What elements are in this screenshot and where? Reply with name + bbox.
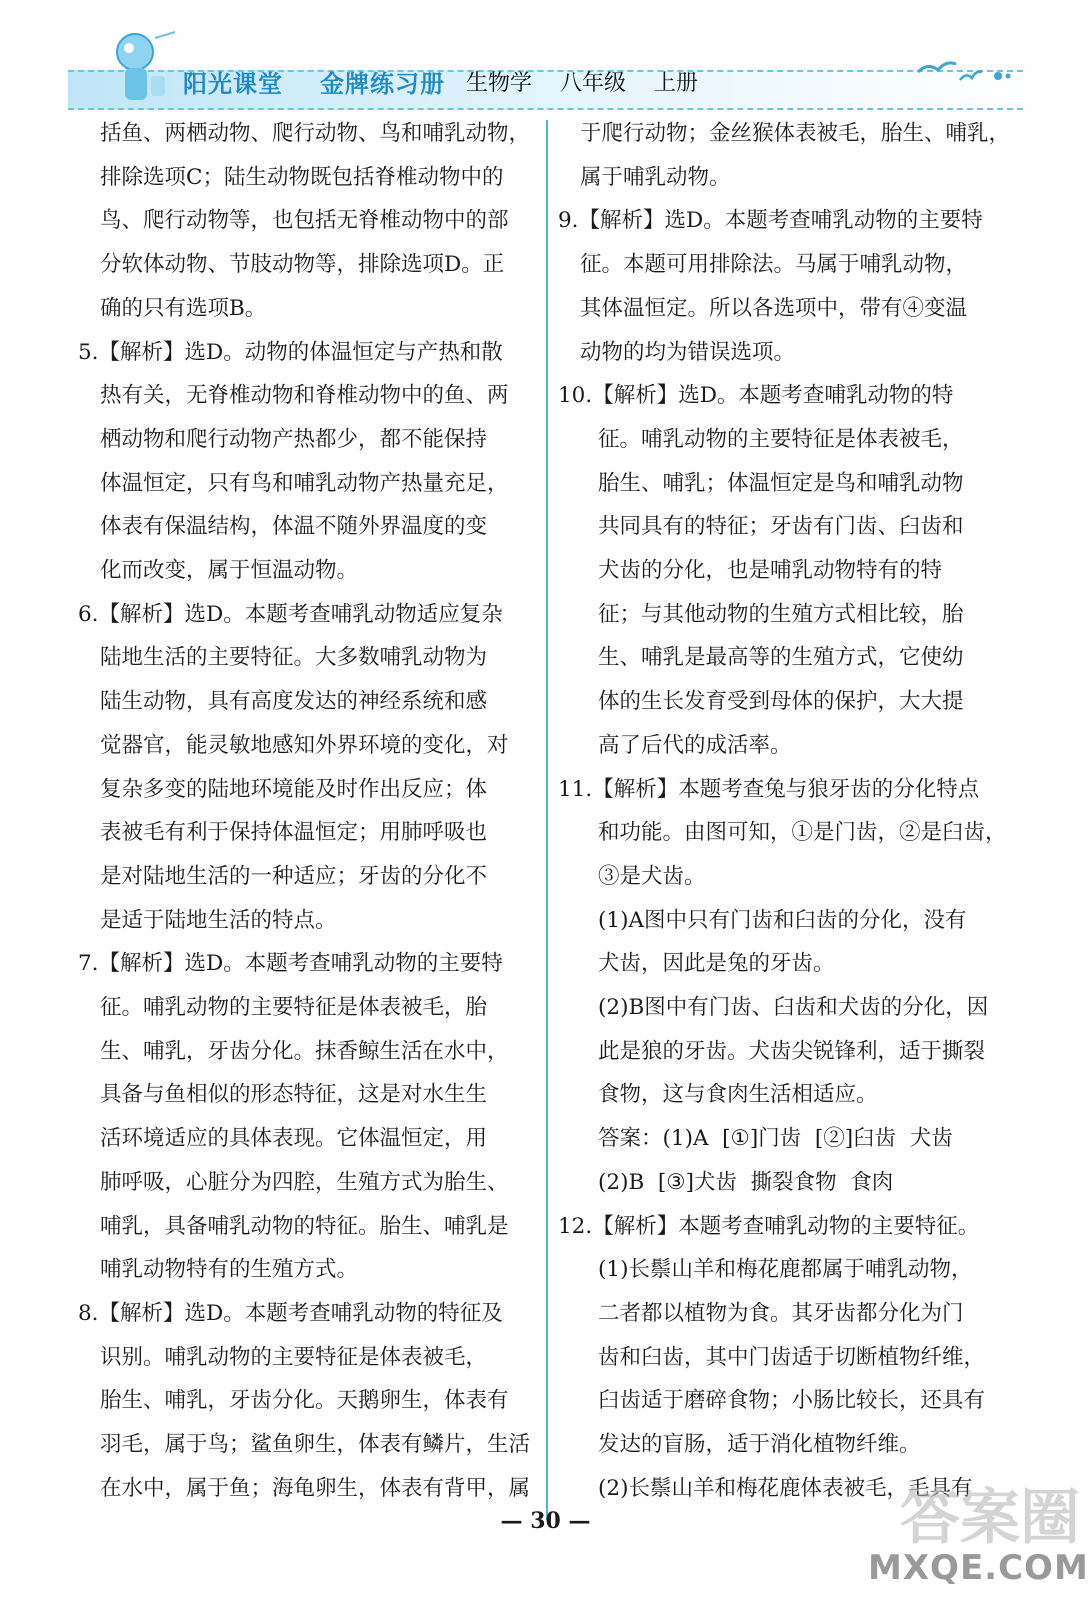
text-line: 齿和臼齿，其中门齿适于切断植物纤维， xyxy=(598,1344,986,1370)
text-line: 共同具有的特征；牙齿有门齿、臼齿和 xyxy=(598,514,964,540)
text-line: (1)长鬃山羊和梅花鹿都属于哺乳动物， xyxy=(598,1257,973,1283)
text-line: 在水中，属于鱼；海龟卵生，体表有背甲，属 xyxy=(100,1475,531,1501)
text-line: 二者都以植物为食。其牙齿都分化为门 xyxy=(598,1300,964,1326)
text-line: ③是犬齿。 xyxy=(598,863,706,889)
text-line: 食物，这与食肉生活相适应。 xyxy=(598,1082,878,1108)
subject-label: 生物学 xyxy=(466,71,533,96)
mascot-logo-icon xyxy=(95,30,185,110)
text-line: 胎生、哺乳；体温恒定是鸟和哺乳动物 xyxy=(598,470,964,496)
text-line: (2)B [③]犬齿 撕裂食物 食肉 xyxy=(598,1169,894,1195)
text-line: 发达的盲肠，适于消化植物纤维。 xyxy=(598,1432,921,1458)
text-line: 犬齿，因此是兔的牙齿。 xyxy=(598,951,835,977)
text-line: 热有关，无脊椎动物和脊椎动物中的鱼、两 xyxy=(100,383,509,409)
text-line: 9.【解析】选D。本题考查哺乳动物的主要特 xyxy=(558,208,983,234)
text-line: 表被毛有利于保持体温恒定；用肺呼吸也 xyxy=(100,820,488,846)
watermark-logo: 答案圈 xyxy=(900,1483,1080,1553)
text-line: 复杂多变的陆地环境能及时作出反应；体 xyxy=(100,776,488,802)
volume-label: 上册 xyxy=(654,71,699,96)
text-line: (1)A图中只有门齿和臼齿的分化，没有 xyxy=(598,907,967,933)
text-line: 此是狼的牙齿。犬齿尖锐锋利，适于撕裂 xyxy=(598,1038,986,1064)
text-line: 肺呼吸，心脏分为四腔，生殖方式为胎生、 xyxy=(100,1169,509,1195)
text-line: 是对陆地生活的一种适应；牙齿的分化不 xyxy=(100,863,488,889)
text-line: 12.【解析】本题考查哺乳动物的主要特征。 xyxy=(558,1213,980,1239)
right-column xyxy=(558,112,1028,1511)
text-line: 确的只有选项B。 xyxy=(100,295,267,321)
text-line: 7.【解析】选D。本题考查哺乳动物的主要特 xyxy=(78,951,503,977)
text-line: (2)B图中有门齿、臼齿和犬齿的分化，因 xyxy=(598,995,989,1021)
text-line: 是适于陆地生活的特点。 xyxy=(100,907,337,933)
text-line: 征。哺乳动物的主要特征是体表被毛，胎 xyxy=(100,995,488,1021)
text-line: 臼齿适于磨碎食物；小肠比较长，还具有 xyxy=(598,1388,986,1414)
text-line: 其体温恒定。所以各选项中，带有④变温 xyxy=(580,295,968,321)
text-line: 括鱼、两栖动物、爬行动物、鸟和哺乳动物， xyxy=(100,121,531,146)
text-line: 于爬行动物；金丝猴体表被毛，胎生、哺乳， xyxy=(580,121,1011,146)
brand-name: 阳光课堂 xyxy=(183,70,283,98)
text-line: 10.【解析】选D。本题考查哺乳动物的特 xyxy=(558,383,954,409)
page-number: — 30 — xyxy=(500,1508,591,1534)
text-line: 胎生、哺乳，牙齿分化。天鹅卵生，体表有 xyxy=(100,1388,509,1414)
text-line: 高了后代的成活率。 xyxy=(598,732,792,758)
grade-label: 八年级 xyxy=(560,71,627,96)
text-line: (2)长鬃山羊和梅花鹿体表被毛，毛具有 xyxy=(598,1475,973,1501)
text-line: 羽毛，属于鸟；鲨鱼卵生，体表有鳞片，生活 xyxy=(100,1432,531,1458)
text-line: 动物的均为错误选项。 xyxy=(580,339,796,365)
text-line: 化而改变，属于恒温动物。 xyxy=(100,558,359,584)
text-line: 鸟、爬行动物等，也包括无脊椎动物中的部 xyxy=(100,208,509,234)
left-column xyxy=(78,112,538,1511)
text-line: 识别。哺乳动物的主要特征是体表被毛， xyxy=(100,1344,488,1370)
text-line: 11.【解析】本题考查兔与狼牙齿的分化特点 xyxy=(558,776,980,802)
birds-decoration-icon xyxy=(910,50,1020,90)
text-line: 生、哺乳，牙齿分化。抹香鲸生活在水中， xyxy=(100,1038,509,1064)
text-line: 8.【解析】选D。本题考查哺乳动物的特征及 xyxy=(78,1300,503,1326)
text-line: 分软体动物、节肢动物等，排除选项D。正 xyxy=(100,252,505,278)
text-line: 觉器官，能灵敏地感知外界环境的变化，对 xyxy=(100,732,509,758)
text-line: 具备与鱼相似的形态特征，这是对水生生 xyxy=(100,1082,488,1108)
column-divider xyxy=(546,120,548,1520)
text-line: 属于哺乳动物。 xyxy=(580,164,731,190)
text-line: 5.【解析】选D。动物的体温恒定与产热和散 xyxy=(78,339,503,365)
text-line: 栖动物和爬行动物产热都少，都不能保持 xyxy=(100,426,488,452)
text-line: 和功能。由图可知，①是门齿，②是臼齿， xyxy=(598,820,1007,846)
text-line: 生、哺乳是最高等的生殖方式，它使幼 xyxy=(598,645,964,671)
text-line: 哺乳，具备哺乳动物的特征。胎生、哺乳是 xyxy=(100,1213,509,1239)
text-line: 陆地生活的主要特征。大多数哺乳动物为 xyxy=(100,645,488,671)
text-line: 征。哺乳动物的主要特征是体表被毛， xyxy=(598,426,964,452)
text-line: 体的生长发育受到母体的保护，大大提 xyxy=(598,689,964,715)
text-line: 6.【解析】选D。本题考查哺乳动物适应复杂 xyxy=(78,601,503,627)
text-line: 体温恒定，只有鸟和哺乳动物产热量充足， xyxy=(100,470,509,496)
watermark-url: MXQE.COM xyxy=(868,1548,1089,1588)
text-line: 陆生动物，具有高度发达的神经系统和感 xyxy=(100,689,488,715)
text-line: 排除选项C；陆生动物既包括脊椎动物中的 xyxy=(100,164,504,190)
text-line: 体表有保温结构，体温不随外界温度的变 xyxy=(100,514,488,540)
text-line: 哺乳动物特有的生殖方式。 xyxy=(100,1257,359,1283)
page-header xyxy=(0,0,1091,118)
text-line: 征；与其他动物的生殖方式相比较，胎 xyxy=(598,601,964,627)
text-line: 征。本题可用排除法。马属于哺乳动物， xyxy=(580,252,968,278)
text-line: 犬齿的分化，也是哺乳动物特有的特 xyxy=(598,558,943,584)
series-name: 金牌练习册 xyxy=(320,70,445,98)
text-line: 活环境适应的具体表现。它体温恒定，用 xyxy=(100,1126,488,1152)
text-line: 答案：(1)A [①]门齿 [②]臼齿 犬齿 xyxy=(598,1126,953,1152)
